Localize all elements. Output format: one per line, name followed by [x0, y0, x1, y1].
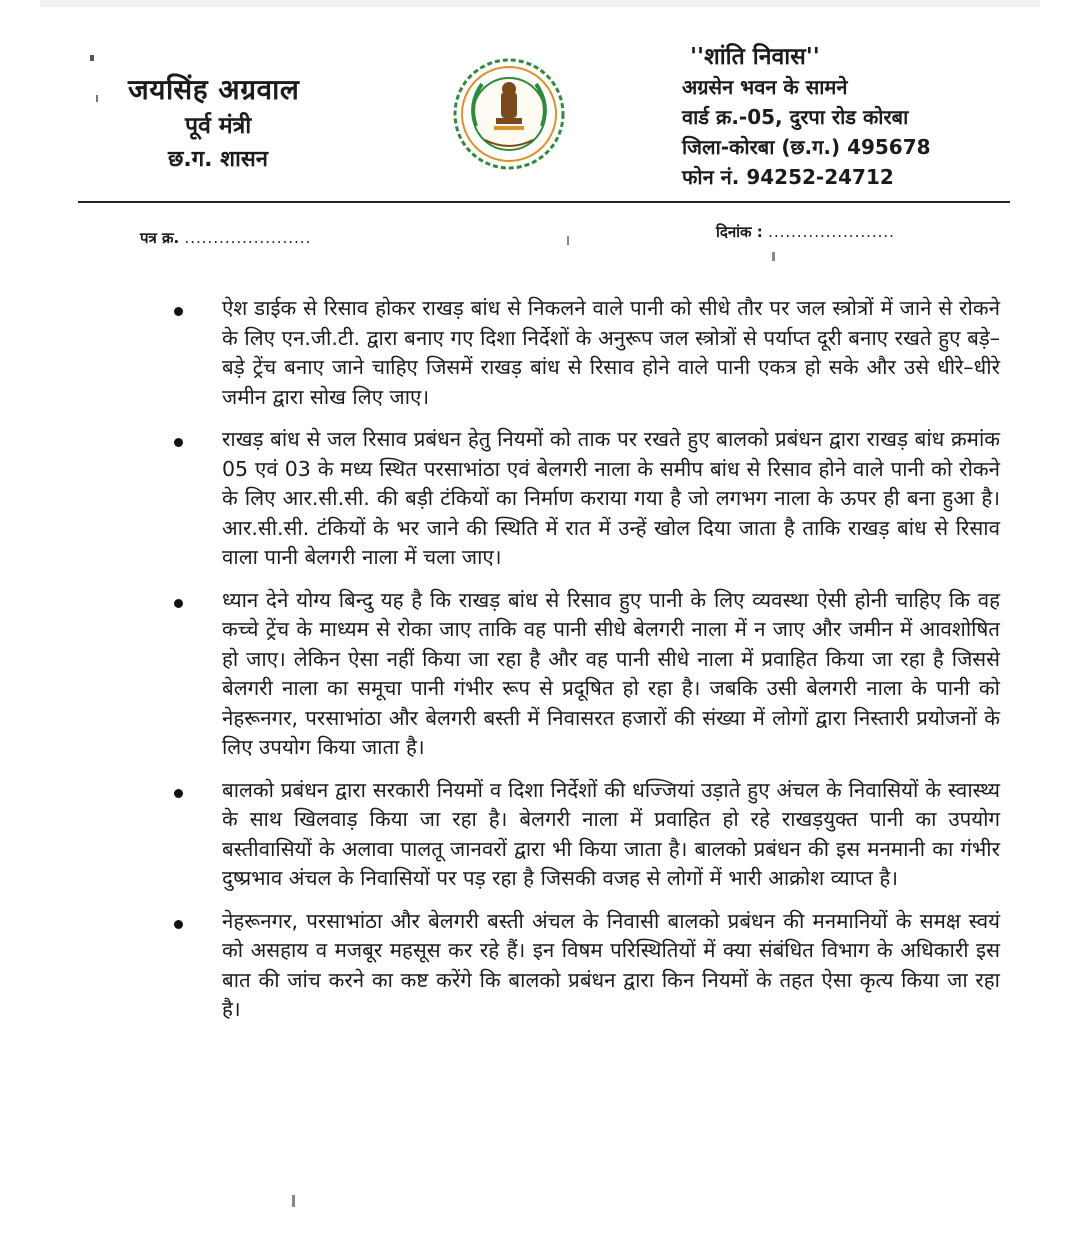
top-edge-band: [40, 0, 1040, 7]
letter-number: [140, 228, 311, 248]
list-item-text: नेहरूनगर, परसाभांठा और बेलगरी बस्ती अंचल के निवासी बालको प्रबंधन की मनमानियों के समक्ष स्वयं को असहाय व मजबूर महसूस कर रहे हैं। इन विषम परिस्थितियों में क्या संबंधित विभाग के अधिकारी इस बात की जांच करने का कष्ट करेंगे कि बालको प्रबंधन द्वारा किन नियमों के तहत ऐसा कृत्य किया जा रहा है।: [222, 908, 1000, 1021]
date-label: दिनांक :: [716, 223, 763, 241]
stray-ink-mark: [292, 1195, 295, 1207]
list-item: [170, 425, 1000, 573]
letter-number-value: ......................: [184, 229, 312, 247]
stray-ink-mark: [567, 236, 569, 245]
date-value: ......................: [768, 223, 895, 241]
address-line: वार्ड क्र.-05, दुरपा रोड कोरबा: [682, 105, 909, 129]
bullet-icon: [174, 307, 183, 316]
bullet-icon: [174, 599, 183, 608]
stray-ink-mark: [772, 252, 775, 261]
list-item: [170, 776, 1000, 894]
bullet-list: [170, 294, 1000, 1038]
address-line: अग्रसेन भवन के सामने: [682, 75, 848, 99]
list-item: [170, 586, 1000, 763]
residence-name: ''शांति निवास'': [690, 44, 820, 70]
list-item-text: ध्यान देने योग्य बिन्दु यह है कि राखड़ बांध से रिसाव हुए पानी के लिए व्यवस्था ऐसी होनी चाहिए कि वह कच्चे ट्रेंच के माध्यम से रोका जाए ताकि वह पानी सीधे बेलगरी नाला में न जाए और जमीन में आवशोषित हो जाए। लेकिन ऐसा नहीं किया जा रहा है और वह पानी सीधे नाला में प्रवाहित किया जा रहा है जिससे बेलगरी नाला का समूचा पानी गंभीर रूप से प्रदूषित हो रहा है। जबकि उसी बेलगरी नाला के पानी को नेहरूनगर, परसाभांठा और बेलगरी बस्ती में निवासरत हजारों की संख्या में लोगों द्वारा निस्तारी प्रयोजनों के लिए उपयोग किया जाता है।: [222, 587, 1000, 759]
letter-date: [716, 222, 895, 242]
letter-number-label: पत्र क्र.: [140, 229, 180, 247]
phone-line: फोन नं. 94252-24712: [682, 165, 894, 189]
list-item-text: ऐश डाईक से रिसाव होकर राखड़ बांध से निकलने वाले पानी को सीधे तौर पर जल स्त्रोत्रों में जाने से रोकने के लिए एन.जी.टी. द्वारा बनाए गए दिशा निर्देशों के अनुरूप जल स्त्रोत्रों से पर्याप्त दूरी बनाए रखते हुए बड़े–बड़े ट्रेंच बनाए जाने चाहिए जिसमें राखड़ बांध से रिसाव होने वाले पानी एकत्र हो सके और उसे धीरे–धीरे जमीन द्वारा सोख लिए जाए।: [222, 296, 1000, 409]
list-item: [170, 294, 1000, 412]
list-item-text: बालको प्रबंधन द्वारा सरकारी नियमों व दिशा निर्देशों की धज्जियां उड़ाते हुए अंचल के निवासियों के स्वास्थ्य के साथ खिलवाड़ किया जा रहा है। बेलगरी नाला में प्रवाहित हो रहे राखड़युक्त पानी का उपयोग बस्तीवासियों के अलावा पालतू जानवरों द्वारा भी किया जाता है। बालको प्रबंधन की इस मनमानी का गंभीर दुष्प्रभाव अंचल के निवासियों पर पड़ रहा है जिसकी वजह से लोगों में भारी आक्रोश व्याप्त है।: [222, 777, 1000, 890]
list-item: [170, 907, 1000, 1025]
bullet-icon: [174, 789, 183, 798]
sender-address-block: [682, 42, 931, 192]
stray-ink-mark: [96, 95, 98, 102]
state-emblem-icon: [452, 56, 566, 176]
stray-ink-mark: [90, 55, 94, 61]
bullet-icon: [174, 920, 183, 929]
bullet-icon: [174, 438, 183, 447]
header-divider: [78, 201, 1010, 203]
address-line: जिला-कोरबा (छ.ग.) 495678: [682, 135, 931, 159]
list-item-text: राखड़ बांध से जल रिसाव प्रबंधन हेतु नियमों को ताक पर रखते हुए बालको प्रबंधन द्वारा राखड़ बांध क्रमांक 05 एवं 03 के मध्य स्थित परसाभांठा एवं बेलगरी नाला के समीप बांध से रिसाव होने वाले पानी को रोकने के लिए आर.सी.सी. की बड़ी टंकियों का निर्माण कराया गया है जो लगभग नाला के ऊपर ही बना हुआ है। आर.सी.सी. टंकियों के भर जाने की स्थिति में रात में उन्हें खोल दिया जाता है ताकि राखड़ बांध से रिसाव वाला पानी बेलगरी नाला में चला जाए।: [222, 427, 1000, 569]
sender-name: जयसिंह अग्रवाल: [128, 73, 300, 106]
sender-government: छ.ग. शासन: [168, 147, 268, 172]
sender-designation: पूर्व मंत्री: [185, 113, 252, 139]
